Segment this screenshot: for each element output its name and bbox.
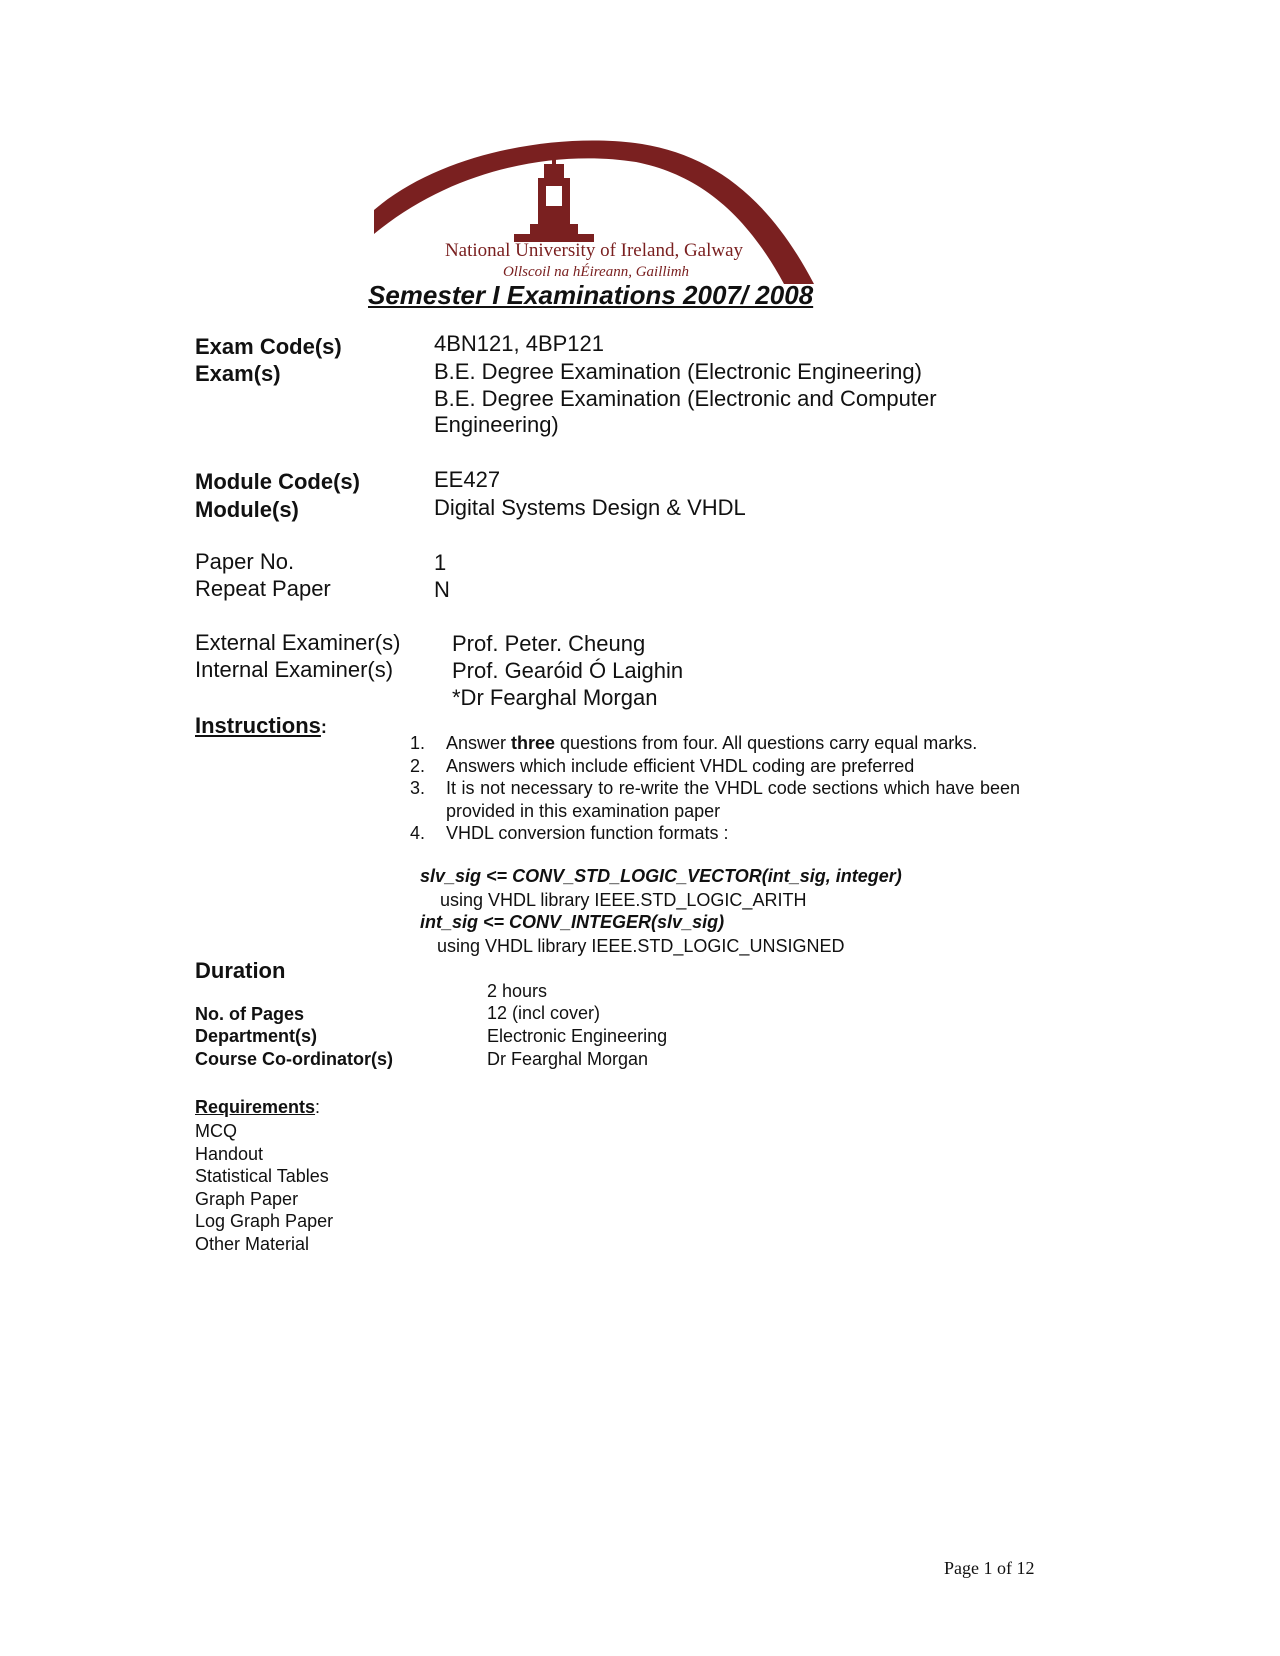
external-examiner-label: External Examiner(s)	[195, 630, 401, 655]
university-logo	[374, 138, 814, 284]
exam-line-3: Engineering)	[434, 412, 559, 437]
instruction-item	[410, 732, 1020, 755]
instruction-text: VHDL conversion function formats :	[446, 823, 729, 843]
instruction-item	[410, 755, 1020, 778]
requirements-colon: :	[315, 1097, 321, 1117]
duration-value: 2 hours	[487, 981, 548, 1001]
exam-line-2: B.E. Degree Examination (Electronic and Computer	[434, 386, 937, 411]
paper-no-value: 1	[434, 550, 447, 575]
requirement-item: Log Graph Paper	[195, 1211, 334, 1231]
page-number: Page 1 of 12	[944, 1558, 1035, 1578]
pages-label: No. of Pages	[195, 1004, 305, 1024]
instruction-number: 4.	[410, 823, 426, 843]
requirements-list	[195, 1120, 333, 1255]
requirement-item: Handout	[195, 1143, 264, 1164]
instruction-item	[410, 777, 1020, 822]
requirements-label: Requirements	[195, 1097, 316, 1117]
exams-label: Exam(s)	[195, 361, 281, 386]
instructions-heading	[195, 713, 327, 739]
logo-name-ga: Ollscoil na hÉireann, Gaillimh	[502, 264, 690, 280]
external-examiner-value: Prof. Peter. Cheung	[452, 631, 646, 656]
department-label: Department(s)	[195, 1026, 318, 1046]
internal-examiner-value-2: *Dr Fearghal Morgan	[452, 685, 658, 710]
code-line-2: int_sig <= CONV_INTEGER(slv_sig)	[420, 912, 725, 932]
internal-examiner-label: Internal Examiner(s)	[195, 657, 394, 682]
logo-arc	[374, 140, 814, 284]
module-code-value: EE427	[434, 467, 501, 492]
requirement-item: Other Material	[195, 1233, 310, 1254]
instruction-text: Answers which include efficient VHDL coding are preferred	[446, 755, 915, 776]
instructions-list	[410, 732, 1020, 845]
repeat-paper-label: Repeat Paper	[195, 576, 331, 601]
repeat-paper-value: N	[434, 577, 450, 602]
instruction-text: It is not necessary to re-write the VHDL code sections which have been provided in this examination paper	[446, 778, 1020, 821]
instruction-number: 3.	[410, 778, 426, 798]
requirements-heading	[195, 1096, 320, 1118]
internal-examiner-value-1: Prof. Gearóid Ó Laighin	[452, 658, 684, 683]
instruction-number: 2.	[410, 755, 426, 776]
page-title: Semester I Examinations 2007/ 2008	[368, 280, 814, 310]
module-code-label: Module Code(s)	[195, 469, 360, 494]
instructions-label: Instructions	[195, 713, 321, 738]
code-line-2-note: using VHDL library IEEE.STD_LOGIC_UNSIGNED	[437, 936, 845, 956]
department-value: Electronic Engineering	[487, 1026, 668, 1046]
logo-name-en: National University of Ireland, Galway	[444, 240, 744, 261]
instruction-item	[410, 822, 1020, 845]
requirement-item: MCQ	[195, 1121, 237, 1141]
instructions-colon: :	[320, 717, 327, 737]
requirement-item: Statistical Tables	[195, 1166, 329, 1186]
code-line-1-note: using VHDL library IEEE.STD_LOGIC_ARITH	[440, 890, 807, 910]
module-label: Module(s)	[195, 497, 299, 522]
code-line-1: slv_sig <= CONV_STD_LOGIC_VECTOR(int_sig, integer)	[420, 866, 902, 886]
exam-code-label: Exam Code(s)	[195, 334, 342, 359]
coordinator-value: Dr Fearghal Morgan	[487, 1049, 649, 1069]
instruction-text-before: Answer	[446, 733, 512, 753]
exam-code-value: 4BN121, 4BP121	[434, 331, 605, 356]
instruction-number: 1.	[410, 733, 426, 753]
instruction-text-bold: three	[511, 733, 556, 753]
exam-line-1: B.E. Degree Examination (Electronic Engineering)	[434, 359, 922, 384]
coordinator-label: Course Co-ordinator(s)	[195, 1049, 393, 1069]
pages-value: 12 (incl cover)	[487, 1003, 601, 1023]
duration-label: Duration	[195, 958, 286, 983]
module-value: Digital Systems Design & VHDL	[434, 495, 746, 520]
instruction-text-after: questions from four. All questions carry equal marks.	[555, 733, 978, 753]
paper-no-label: Paper No.	[195, 549, 295, 574]
requirement-item: Graph Paper	[195, 1188, 299, 1209]
